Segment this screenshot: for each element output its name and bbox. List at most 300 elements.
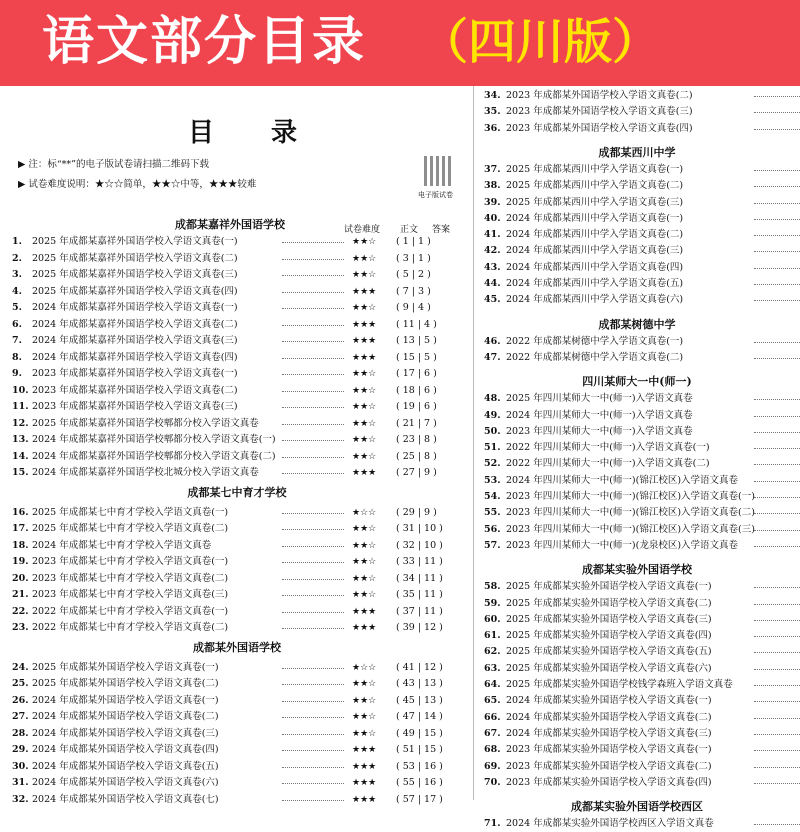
- toc-row[interactable]: [12, 383, 462, 399]
- leader-dots: [754, 546, 800, 547]
- row-number: 40.: [484, 212, 501, 224]
- toc-row[interactable]: [484, 775, 800, 791]
- leader-dots: [754, 750, 800, 751]
- difficulty-stars: ★★☆: [352, 253, 377, 264]
- row-number: 38.: [484, 180, 501, 192]
- leader-dots: [754, 718, 800, 719]
- column-divider: [473, 86, 474, 800]
- leader-dots: [754, 587, 800, 588]
- toc-row[interactable]: [484, 505, 800, 521]
- difficulty-stars: ★★☆: [352, 270, 377, 280]
- row-number: 37.: [484, 163, 501, 175]
- page-numbers: ( 32 | 10 ): [396, 539, 443, 551]
- row-title: 2024 年成都某实验外国语学校入学语文真卷(一): [506, 695, 712, 707]
- toc-row[interactable]: [12, 251, 462, 267]
- row-number: 68.: [484, 744, 501, 756]
- row-title: 2024 年成都某西川中学入学语文真卷(五): [506, 278, 684, 289]
- toc-row[interactable]: [12, 350, 462, 366]
- row-number: 32.: [12, 793, 29, 805]
- row-number: 21.: [12, 589, 29, 600]
- page-numbers: ( 5 | 2 ): [396, 269, 431, 280]
- row-number: 45.: [484, 294, 501, 306]
- row-title: 2022 年四川某师大一中(师一)入学语文真卷(一): [506, 442, 710, 454]
- toc-row[interactable]: [484, 816, 800, 832]
- row-number: 54.: [484, 491, 501, 502]
- toc-row[interactable]: [484, 211, 800, 227]
- leader-dots: [754, 734, 800, 735]
- page-numbers: ( 51 | 15 ): [396, 744, 443, 755]
- leader-dots: [754, 112, 800, 113]
- row-title: 2024 年成都某嘉祥外国语学校入学语文真卷(二): [32, 318, 238, 330]
- leader-dots: [282, 767, 344, 768]
- toc-row[interactable]: [484, 424, 800, 440]
- toc-row[interactable]: [484, 489, 800, 505]
- toc-row[interactable]: [12, 234, 462, 250]
- toc-row[interactable]: [484, 538, 800, 554]
- row-number: 7.: [12, 335, 22, 346]
- row-title: 2024 年成都某西川中学入学语文真卷(三): [506, 245, 684, 257]
- row-number: 29.: [12, 744, 29, 755]
- toc-row[interactable]: [12, 449, 462, 465]
- difficulty-stars: ★★☆: [352, 573, 377, 584]
- row-number: 41.: [484, 229, 501, 241]
- row-number: 34.: [484, 90, 501, 101]
- page-numbers: ( 47 | 14 ): [396, 711, 443, 722]
- toc-row[interactable]: [12, 709, 462, 725]
- row-title: 2022 年成都某树德中学入学语文真卷(二): [506, 351, 684, 363]
- row-title: 2025 年成都某实验外国语学校入学语文真卷(二): [506, 597, 712, 609]
- row-number: 2.: [12, 252, 22, 264]
- leader-dots: [754, 432, 800, 433]
- row-number: 66.: [484, 711, 501, 723]
- row-title: 2023 年成都某实验外国语学校入学语文真卷(四): [506, 776, 712, 788]
- toc-row[interactable]: [12, 660, 462, 676]
- row-number: 39.: [484, 196, 501, 208]
- toc-row[interactable]: [484, 195, 800, 211]
- leader-dots: [282, 546, 344, 547]
- page-numbers: ( 25 | 8 ): [396, 450, 437, 462]
- leader-dots: [282, 440, 344, 441]
- toc-row[interactable]: [12, 416, 462, 432]
- row-title: 2025 年成都某嘉祥外国语学校入学语文真卷(三): [32, 269, 238, 280]
- leader-dots: [754, 235, 800, 236]
- leader-dots: [282, 292, 344, 293]
- row-number: 26.: [12, 694, 29, 706]
- row-number: 24.: [12, 661, 29, 673]
- row-title: 2024 年成都某嘉祥外国语学校入学语文真卷(四): [32, 351, 238, 363]
- row-number: 64.: [484, 679, 501, 690]
- row-number: 46.: [484, 335, 501, 347]
- toc-row[interactable]: [12, 300, 462, 316]
- leader-dots: [282, 513, 344, 514]
- toc-row[interactable]: [484, 644, 800, 660]
- row-title: 2023 年成都某嘉祥外国语学校入学语文真卷(一): [32, 368, 238, 379]
- toc-row[interactable]: [484, 661, 800, 677]
- toc-row[interactable]: [12, 726, 462, 742]
- row-title: 2022 年成都某七中育才学校入学语文真卷(二): [32, 622, 229, 633]
- page-numbers: ( 15 | 5 ): [396, 351, 437, 363]
- row-number: 3.: [12, 269, 22, 280]
- toc-title: 目 录: [188, 118, 322, 148]
- leader-dots: [754, 300, 800, 301]
- difficulty-stars: ★★★: [352, 761, 377, 772]
- row-number: 18.: [12, 539, 29, 551]
- row-title: 2023 年四川某师大一中(师一)入学语文真卷: [506, 425, 693, 437]
- row-title: 2024 年成都某外国语学校入学语文真卷(五): [32, 760, 219, 772]
- row-title: 2024 年成都某外国语学校入学语文真卷(六): [32, 777, 219, 788]
- page-numbers: ( 33 | 11 ): [396, 556, 443, 567]
- row-number: 67.: [484, 727, 501, 739]
- toc-row[interactable]: [484, 522, 800, 538]
- toc-row[interactable]: [12, 742, 462, 758]
- page-numbers: ( 27 | 9 ): [396, 467, 437, 478]
- page-numbers: ( 31 | 10 ): [396, 523, 443, 534]
- leader-dots: [754, 701, 800, 702]
- row-number: 57.: [484, 539, 501, 551]
- toc-page: [0, 86, 800, 830]
- page-numbers: ( 39 | 12 ): [396, 622, 443, 633]
- page-numbers: ( 43 | 13 ): [396, 678, 443, 689]
- leader-dots: [282, 783, 344, 784]
- row-number: 6.: [12, 318, 22, 330]
- leader-dots: [754, 129, 800, 130]
- row-title: 2024 年成都某外国语学校入学语文真卷(七): [32, 793, 219, 805]
- toc-row[interactable]: [484, 693, 800, 709]
- toc-row[interactable]: [12, 465, 462, 481]
- leader-dots: [754, 464, 800, 465]
- leader-dots: [282, 259, 344, 260]
- toc-row[interactable]: [12, 620, 462, 636]
- difficulty-stars: ★★☆: [352, 385, 377, 396]
- page-numbers: ( 19 | 6 ): [396, 401, 437, 412]
- row-title: 2025 年成都某嘉祥外国语学校入学语文真卷(一): [32, 236, 238, 247]
- row-number: 50.: [484, 425, 501, 437]
- row-title: 2025 年成都某嘉祥外国语学校入学语文真卷(二): [32, 252, 238, 264]
- difficulty-stars: ★★☆: [352, 590, 377, 600]
- toc-row[interactable]: [484, 227, 800, 243]
- toc-row[interactable]: [484, 243, 800, 259]
- row-title: 2024 年成都某西川中学入学语文真卷(四): [506, 261, 684, 273]
- row-title: 2023 年四川某师大一中(师一)(锦江校区)入学语文真卷(一): [506, 491, 755, 502]
- leader-dots: [282, 275, 344, 276]
- toc-row[interactable]: [484, 473, 800, 489]
- leader-dots: [282, 374, 344, 375]
- toc-row[interactable]: [12, 284, 462, 300]
- row-title: 2024 年成都某外国语学校入学语文真卷(四): [32, 744, 219, 755]
- toc-row[interactable]: [484, 88, 800, 104]
- page-numbers: ( 35 | 11 ): [396, 589, 443, 600]
- row-number: 11.: [12, 401, 29, 412]
- qr-code: [424, 156, 454, 186]
- row-number: 31.: [12, 777, 29, 788]
- row-title: 2025 年成都某外国语学校入学语文真卷(二): [32, 678, 219, 689]
- toc-row[interactable]: [12, 432, 462, 448]
- toc-row[interactable]: [12, 676, 462, 692]
- row-number: 19.: [12, 556, 29, 567]
- leader-dots: [282, 341, 344, 342]
- row-number: 70.: [484, 776, 501, 788]
- difficulty-stars: ★★☆: [352, 402, 377, 412]
- page-numbers: ( 41 | 12 ): [396, 661, 443, 673]
- toc-row[interactable]: [484, 178, 800, 194]
- difficulty-stars: ★★☆: [352, 303, 377, 313]
- toc-row[interactable]: [484, 292, 800, 308]
- row-title: 2024 年成都某嘉祥外国语学校郫都分校入学语文真卷(二): [32, 450, 276, 462]
- row-title: 2024 年成都某外国语学校入学语文真卷(一): [32, 694, 219, 706]
- leader-dots: [754, 186, 800, 187]
- row-title: 2025 年成都某七中育才学校入学语文真卷(二): [32, 523, 229, 534]
- leader-dots: [754, 481, 800, 482]
- leader-dots: [282, 308, 344, 309]
- row-title: 2024 年成都某嘉祥外国语学校北城分校入学语文真卷: [32, 467, 259, 478]
- leader-dots: [282, 325, 344, 326]
- row-number: 52.: [484, 458, 501, 470]
- difficulty-stars: ★★☆: [352, 524, 377, 534]
- banner-edition: （四川版）: [420, 14, 661, 70]
- leader-dots: [282, 701, 344, 702]
- page-numbers: ( 23 | 8 ): [396, 434, 437, 445]
- row-number: 30.: [12, 760, 29, 772]
- toc-row[interactable]: [484, 391, 800, 407]
- row-title: 2023 年成都某七中育才学校入学语文真卷(二): [32, 572, 229, 584]
- toc-row[interactable]: [484, 742, 800, 758]
- row-title: 2025 年成都某嘉祥外国语学校入学语文真卷(四): [32, 285, 238, 297]
- difficulty-stars: ★★★: [352, 623, 377, 633]
- leader-dots: [282, 750, 344, 751]
- toc-row[interactable]: [12, 571, 462, 587]
- row-title: 2023 年成都某实验外国语学校入学语文真卷(一): [506, 744, 712, 756]
- row-number: 63.: [484, 662, 501, 674]
- toc-row[interactable]: [12, 792, 462, 808]
- row-title: 2023 年成都某七中育才学校入学语文真卷(一): [32, 556, 229, 567]
- page-numbers: ( 34 | 11 ): [396, 572, 443, 584]
- leader-dots: [282, 717, 344, 718]
- leader-dots: [282, 668, 344, 669]
- row-number: 27.: [12, 711, 29, 722]
- row-title: 2023 年四川某师大一中(师一)(锦江校区)入学语文真卷(三): [506, 523, 755, 535]
- leader-dots: [754, 416, 800, 417]
- row-number: 17.: [12, 523, 29, 534]
- leader-dots: [754, 604, 800, 605]
- toc-row[interactable]: [12, 267, 462, 283]
- leader-dots: [754, 96, 800, 97]
- toc-row[interactable]: [484, 334, 800, 350]
- page-numbers: ( 21 | 7 ): [396, 417, 437, 429]
- leader-dots: [754, 824, 800, 825]
- row-title: 2024 年成都某嘉祥外国语学校入学语文真卷(一): [32, 302, 238, 313]
- toc-row[interactable]: [12, 587, 462, 603]
- page-numbers: ( 9 | 4 ): [396, 302, 431, 313]
- toc-row[interactable]: [12, 538, 462, 554]
- leader-dots: [754, 170, 800, 171]
- row-title: 2023 年成都某七中育才学校入学语文真卷(三): [32, 589, 229, 600]
- leader-dots: [754, 284, 800, 285]
- row-title: 2023 年成都某外国语学校入学语文真卷(二): [506, 90, 693, 101]
- leader-dots: [282, 800, 344, 801]
- row-number: 4.: [12, 285, 22, 297]
- toc-row[interactable]: [484, 710, 800, 726]
- row-number: 9.: [12, 368, 22, 379]
- section-heading: 成都某西川中学: [598, 145, 676, 159]
- toc-row[interactable]: [484, 456, 800, 472]
- row-number: 56.: [484, 523, 501, 535]
- row-number: 69.: [484, 760, 501, 772]
- toc-row[interactable]: [12, 554, 462, 570]
- difficulty-stars: ★★☆: [352, 557, 377, 567]
- row-title: 2023 年成都某实验外国语学校入学语文真卷(二): [506, 760, 712, 772]
- leader-dots: [754, 783, 800, 784]
- row-number: 59.: [484, 597, 501, 609]
- title-banner: [0, 0, 800, 86]
- difficulty-stars: ★★★: [352, 286, 377, 297]
- page-numbers: ( 45 | 13 ): [396, 694, 443, 706]
- difficulty-header: 试卷难度: [344, 225, 381, 235]
- toc-row[interactable]: [12, 366, 462, 382]
- row-title: 2024 年成都某实验外国语学校入学语文真卷(三): [506, 727, 712, 739]
- leader-dots: [282, 391, 344, 392]
- leader-dots: [282, 407, 344, 408]
- toc-row[interactable]: [484, 408, 800, 424]
- difficulty-stars: ★☆☆: [352, 662, 377, 673]
- section-heading: 成都某树德中学: [598, 317, 676, 331]
- toc-row[interactable]: [484, 350, 800, 366]
- toc-row[interactable]: [484, 596, 800, 612]
- leader-dots: [282, 424, 344, 425]
- difficulty-stars: ★★☆: [352, 679, 377, 689]
- toc-row[interactable]: [484, 276, 800, 292]
- leader-dots: [754, 203, 800, 204]
- row-number: 48.: [484, 393, 501, 405]
- row-number: 15.: [12, 467, 29, 478]
- qr-caption: 电子版试卷: [418, 191, 453, 199]
- toc-row[interactable]: [484, 759, 800, 775]
- leader-dots: [754, 358, 800, 359]
- difficulty-stars: ★★☆: [352, 451, 377, 462]
- toc-row[interactable]: [12, 521, 462, 537]
- section-heading: 四川某师大一中(师一): [582, 375, 692, 389]
- row-title: 2024 年成都某外国语学校入学语文真卷(二): [32, 711, 219, 722]
- row-title: 2025 年成都某实验外国语学校入学语文真卷(五): [506, 646, 712, 658]
- row-title: 2024 年成都某七中育才学校入学语文真卷: [32, 539, 212, 551]
- difficulty-stars: ★★☆: [352, 695, 377, 706]
- difficulty-stars: ★★☆: [352, 418, 377, 429]
- leader-dots: [754, 636, 800, 637]
- toc-row[interactable]: [484, 104, 800, 120]
- toc-row[interactable]: [12, 775, 462, 791]
- toc-row[interactable]: [484, 121, 800, 137]
- row-number: 35.: [484, 106, 501, 118]
- difficulty-stars: ★★☆: [352, 369, 377, 379]
- toc-row[interactable]: [12, 604, 462, 620]
- download-note: ▶ 注：标“**”的电子版试卷请扫描二维码下载: [18, 159, 210, 170]
- toc-row[interactable]: [12, 399, 462, 415]
- banner-title: 语文部分目录: [42, 12, 367, 72]
- toc-row[interactable]: [484, 579, 800, 595]
- page-numbers: ( 53 | 16 ): [396, 760, 443, 772]
- page-numbers: ( 3 | 1 ): [396, 252, 431, 264]
- toc-row[interactable]: [484, 726, 800, 742]
- page-numbers: ( 55 | 16 ): [396, 777, 443, 788]
- difficulty-stars: ★★☆: [352, 712, 377, 722]
- leader-dots: [754, 685, 800, 686]
- row-number: 44.: [484, 278, 501, 289]
- toc-row[interactable]: [12, 505, 462, 521]
- toc-row[interactable]: [484, 628, 800, 644]
- leader-dots: [282, 579, 344, 580]
- row-title: 2022 年成都某树德中学入学语文真卷(一): [506, 335, 684, 347]
- section-heading: 成都某实验外国语学校西区: [571, 800, 703, 814]
- difficulty-stars: ★★☆: [352, 435, 377, 445]
- row-title: 2022 年成都某七中育才学校入学语文真卷(一): [32, 605, 229, 617]
- row-title: 2023 年四川某师大一中(师一)(锦江校区)入学语文真卷(二): [506, 507, 755, 519]
- leader-dots: [754, 448, 800, 449]
- row-number: 51.: [484, 442, 501, 454]
- page-numbers: ( 29 | 9 ): [396, 506, 437, 518]
- toc-row[interactable]: [484, 440, 800, 456]
- row-number: 22.: [12, 605, 29, 617]
- toc-row[interactable]: [12, 759, 462, 775]
- page-numbers: ( 49 | 15 ): [396, 727, 443, 739]
- row-number: 25.: [12, 678, 29, 689]
- section-heading: 成都某实验外国语学校: [582, 563, 692, 577]
- toc-row[interactable]: [12, 333, 462, 349]
- row-title: 2024 年成都某嘉祥外国语学校入学语文真卷(三): [32, 335, 238, 346]
- toc-row[interactable]: [12, 693, 462, 709]
- main-header: 正文: [400, 225, 419, 235]
- row-number: 43.: [484, 261, 501, 273]
- leader-dots: [754, 251, 800, 252]
- row-number: 36.: [484, 122, 501, 134]
- difficulty-stars: ★★☆: [352, 728, 377, 739]
- toc-row[interactable]: [484, 677, 800, 693]
- leader-dots: [282, 242, 344, 243]
- row-number: 14.: [12, 450, 29, 462]
- row-title: 2025 年成都某实验外国语学校入学语文真卷(一): [506, 581, 712, 593]
- row-title: 2025 年四川某师大一中(师一)入学语文真卷: [506, 393, 693, 405]
- row-title: 2024 年成都某实验外国语学校入学语文真卷(二): [506, 711, 712, 723]
- leader-dots: [282, 684, 344, 685]
- row-number: 5.: [12, 302, 22, 313]
- toc-row[interactable]: [12, 317, 462, 333]
- row-title: 2025 年成都某实验外国语学校入学语文真卷(四): [506, 630, 712, 642]
- leader-dots: [754, 497, 800, 498]
- difficulty-stars: ★★★: [352, 778, 377, 788]
- row-title: 2024 年成都某嘉祥外国语学校郫都分校入学语文真卷(一): [32, 434, 276, 445]
- leader-dots: [754, 652, 800, 653]
- row-number: 1.: [12, 236, 22, 247]
- difficulty-stars: ★★☆: [352, 540, 377, 551]
- difficulty-stars: ★★★: [352, 606, 377, 617]
- page-numbers: ( 1 | 1 ): [396, 236, 431, 247]
- page-numbers: ( 17 | 6 ): [396, 368, 437, 379]
- row-number: 55.: [484, 507, 501, 519]
- row-number: 13.: [12, 434, 29, 445]
- row-title: 2025 年成都某实验外国语学校入学语文真卷(三): [506, 613, 712, 625]
- row-title: 2025 年成都某实验外国语学校入学语文真卷(六): [506, 662, 712, 674]
- leader-dots: [754, 342, 800, 343]
- leader-dots: [282, 734, 344, 735]
- leader-dots: [282, 562, 344, 563]
- row-number: 65.: [484, 695, 501, 707]
- toc-row[interactable]: [484, 162, 800, 178]
- toc-row[interactable]: [484, 260, 800, 276]
- row-title: 2023 年成都某外国语学校入学语文真卷(四): [506, 122, 693, 134]
- difficulty-stars: ★★★: [352, 794, 377, 805]
- toc-row[interactable]: [484, 612, 800, 628]
- row-title: 2025 年成都某七中育才学校入学语文真卷(一): [32, 506, 229, 518]
- row-number: 62.: [484, 646, 501, 658]
- difficulty-stars: ★★★: [352, 319, 377, 330]
